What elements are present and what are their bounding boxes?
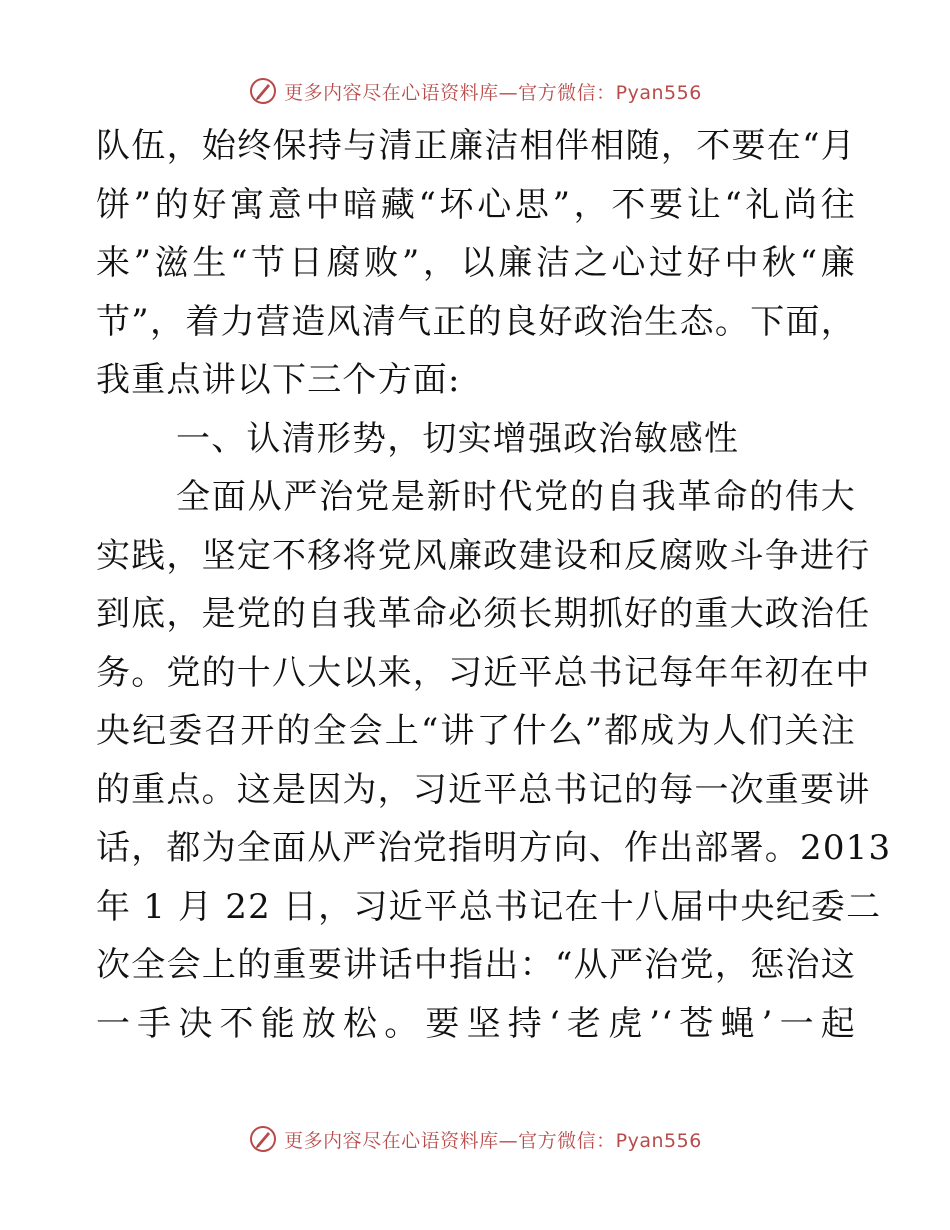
text-line: 饼”的好寓意中暗藏“坏心思”，不要让“礼尚往 [96,184,856,225]
text-line: 全面从严治党是新时代党的自我革命的伟大 [176,477,856,517]
text-line: 我重点讲以下三个方面: [96,360,461,400]
section-heading: 一、认清形势，切实增强政治敏感性 [176,418,740,459]
document-body [96,117,892,1053]
text-line: 实践，坚定不移将党风廉政建设和反腐败斗争进行 [96,535,871,576]
text-line: 次全会上的重要讲话中指出：“从严治党，惩治这 [96,945,856,985]
watermark-text: 更多内容尽在心语资料库—官方微信：Pyan556 [284,81,702,104]
pen-quill-seal-icon [248,76,278,106]
text-line: 的重点。这是因为，习近平总书记的每一次重要讲 [96,769,871,810]
text-line: 话，都为全面从严治党指明方向、作出部署。2013 [96,828,892,868]
footer-watermark [0,1122,950,1156]
text-line: 一手决不能放松。要坚持‘老虎’‘苍蝇’一起 [96,1003,856,1044]
text-line: 务。党的十八大以来，习近平总书记每年年初在中 [96,652,871,693]
text-line: 年 1 月 22 日，习近平总书记在十八届中央纪委二 [96,886,882,927]
text-line: 节”，着力营造风清气正的良好政治生态。下面， [96,301,856,342]
pen-quill-seal-icon [248,1124,278,1154]
text-line: 到底，是党的自我革命必须长期抓好的重大政治任 [96,594,871,634]
text-line: 央纪委召开的全会上“讲了什么”都成为人们关注 [96,711,856,751]
text-line: 队伍，始终保持与清正廉洁相伴相随，不要在“月 [96,126,856,166]
watermark-text: 更多内容尽在心语资料库—官方微信：Pyan556 [284,1129,702,1152]
text-line: 来”滋生“节日腐败”，以廉洁之心过好中秋“廉 [96,243,856,283]
header-watermark [0,74,950,108]
